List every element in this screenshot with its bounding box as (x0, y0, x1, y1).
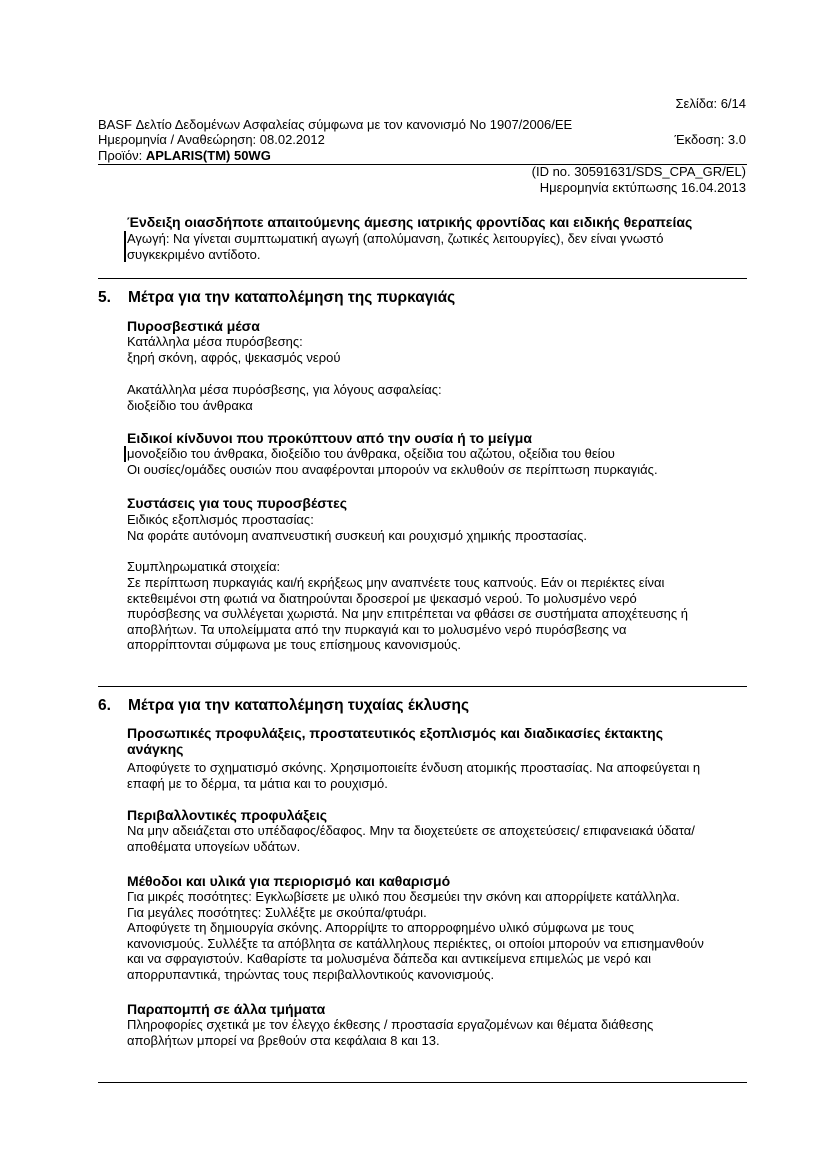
suitable-media-label: Κατάλληλα μέσα πυρόσβεσης: (127, 334, 303, 349)
personal-line-2: επαφή με το δέρμα, τα μάτια και το ρουχισμό. (127, 775, 388, 791)
unsuitable-media-label: Ακατάλληλα μέσα πυρόσβεσης, για λόγους ασφαλείας: (127, 382, 442, 397)
document-title: BASF Δελτίο Δεδομένων Ασφαλείας σύμφωνα με τον κανονισμό Νο 1907/2006/ΕΕ (98, 117, 573, 132)
print-date: Ημερομηνία εκτύπωσης 16.04.2013 (539, 180, 746, 195)
further-line-1: Σε περίπτωση πυρκαγιάς και/ή εκρήξεως μην αναπνέετε τους καπνούς. Εάν οι περιέκτες είναι (127, 575, 665, 590)
environmental-precautions-heading: Περιβαλλοντικές προφυλάξεις (127, 807, 327, 823)
personal-precautions-text (127, 760, 752, 791)
special-hazards-heading: Ειδικοί κίνδυνοι που προκύπτουν από την ουσία ή το μείγμα (127, 430, 532, 446)
extinguishing-media-heading: Πυροσβεστικά μέσα (127, 318, 260, 334)
treatment-heading: Ένδειξη οιασδήποτε απαιτούμενης άμεσης ιατρικής φροντίδας και ειδικής θεραπείας (127, 214, 693, 230)
section-divider (98, 278, 747, 279)
environmental-precautions-text (127, 823, 752, 854)
section-divider (98, 686, 747, 687)
further-line-3: πυρόσβεσης να συλλέγεται χωριστά. Να μην επιτρέπεται να φθάσει σε συστήματα αποχέτευσης ή (127, 606, 688, 621)
personal-precautions-heading (127, 725, 747, 757)
hazards-line-2: Οι ουσίες/ομάδες ουσιών που αναφέρονται μπορούν να εκλυθούν σε περίπτωση πυρκαγιάς. (127, 461, 658, 477)
env-line-1: Να μην αδειάζεται στο υπέδαφος/έδαφος. Μην τα διοχετεύετε σε αποχετεύσεις/ επιφανειακά ύδατα/ (127, 823, 695, 838)
methods-line-1: Για μικρές ποσότητες: Εγκλωβίσετε με υλικό που δεσμεύει την σκόνη και απορρίψετε κατάλληλα. (127, 889, 680, 904)
further-line-4: αποβλήτων. Τα υπολείμματα από την πυρκαγιά και το μολυσμένο νερό πυρόσβεσης να (127, 621, 627, 637)
product-label: Προϊόν: (98, 148, 146, 163)
other-sections-text (127, 1017, 752, 1048)
methods-line-6: απορρυπαντικά, τηρώντας τους περιβαλλοντικούς κανονισμούς. (127, 966, 495, 982)
page-bottom-divider (98, 1082, 747, 1083)
further-line-2: εκτεθειμένοι στη φωτιά να διατηρούνται δροσεροί με ψεκασμό νερού. Το μολυσμένο νερό (127, 590, 637, 606)
other-sections-heading: Παραπομπή σε άλλα τμήματα (127, 1001, 326, 1017)
ref-line-2: αποβλήτων μπορεί να βρεθούν στα κεφάλαια 8 και 13. (127, 1032, 440, 1048)
containment-methods-text (127, 889, 752, 982)
product-name: APLARIS(TM) 50WG (145, 148, 271, 163)
treatment-line-2: συγκεκριμένο αντίδοτο. (124, 247, 752, 263)
section-5-number: 5. (98, 289, 111, 306)
further-info-label: Συμπληρωματικά στοιχεία: (127, 559, 281, 574)
product-line (98, 148, 271, 164)
env-line-2: αποθέματα υπογείων υδάτων. (127, 838, 301, 854)
protective-equipment-label: Ειδικός εξοπλισμός προστασίας: (127, 512, 314, 527)
unsuitable-media-value: διοξείδιο του άνθρακα (127, 398, 253, 413)
page-number: Σελίδα: 6/14 (675, 96, 746, 111)
version-label: Έκδοση: 3.0 (674, 132, 746, 147)
hazards-line-1: μονοξείδιο του άνθρακα, διοξείδιο του άνθρακα, οξείδια του αζώτου, οξείδια του θείου (124, 446, 752, 462)
section-5-title-text: Μέτρα για την καταπολέμηση της πυρκαγιάς (128, 289, 456, 306)
methods-line-4: κανονισμούς. Συλλέξτε τα απόβλητα σε κατάλληλους περιέκτες, οι οποίοι μπορούν να επισημανθούν (127, 935, 704, 951)
methods-line-3: Αποφύγετε τη δημιουργία σκόνης. Απορρίψτε το απορροφημένο υλικό σύμφωνα με τους (127, 920, 634, 935)
containment-methods-heading: Μέθοδοι και υλικά για περιορισμό και καθαρισμό (127, 873, 451, 889)
revision-date: Ημερομηνία / Αναθεώρηση: 08.02.2012 (98, 132, 325, 147)
personal-heading-line-2: ανάγκης (127, 741, 184, 757)
section-5-title (98, 290, 455, 306)
further-info-text (127, 575, 752, 653)
personal-line-1: Αποφύγετε το σχηματισμό σκόνης. Χρησιμοποιείτε ένδυση ατομικής προστασίας. Να αποφεύγεται η (127, 760, 701, 775)
methods-line-5: και να σφραγιστούν. Καθαρίστε τα μολυσμένα δάπεδα και αντικείμενα επιμελώς με νερό και (127, 951, 651, 966)
suitable-media-value: ξηρή σκόνη, αφρός, ψεκασμός νερού (127, 350, 341, 365)
treatment-line-1: Αγωγή: Να γίνεται συμπτωματική αγωγή (απολύμανση, ζωτικές λειτουργίες), δεν είναι γνωστό (124, 231, 752, 247)
further-line-5: απορρίπτονται σύμφωνα με τους επίσημους κανονισμούς. (127, 637, 462, 652)
methods-line-2: Για μεγάλες ποσότητες: Συλλέξτε με σκούπα/φτυάρι. (127, 904, 427, 920)
ref-line-1: Πληροφορίες σχετικά με τον έλεγχο έκθεσης / προστασία εργαζομένων και θέματα διάθεσης (127, 1017, 654, 1032)
treatment-text (127, 231, 752, 262)
section-6-number: 6. (98, 697, 111, 714)
section-6-title-text: Μέτρα για την καταπολέμηση τυχαίας έκλυσης (128, 697, 470, 714)
special-hazards-text (127, 446, 752, 477)
section-6-title (98, 698, 469, 714)
document-id: (ID no. 30591631/SDS_CPA_GR/EL) (531, 164, 746, 179)
personal-heading-line-1: Προσωπικές προφυλάξεις, προστατευτικός εξοπλισμός και διαδικασίες έκτακτης (127, 725, 664, 741)
firefighter-advice-heading: Συστάσεις για τους πυροσβέστες (127, 495, 348, 511)
protective-equipment-value: Να φοράτε αυτόνομη αναπνευστική συσκευή και ρουχισμό χημικής προστασίας. (127, 528, 587, 543)
